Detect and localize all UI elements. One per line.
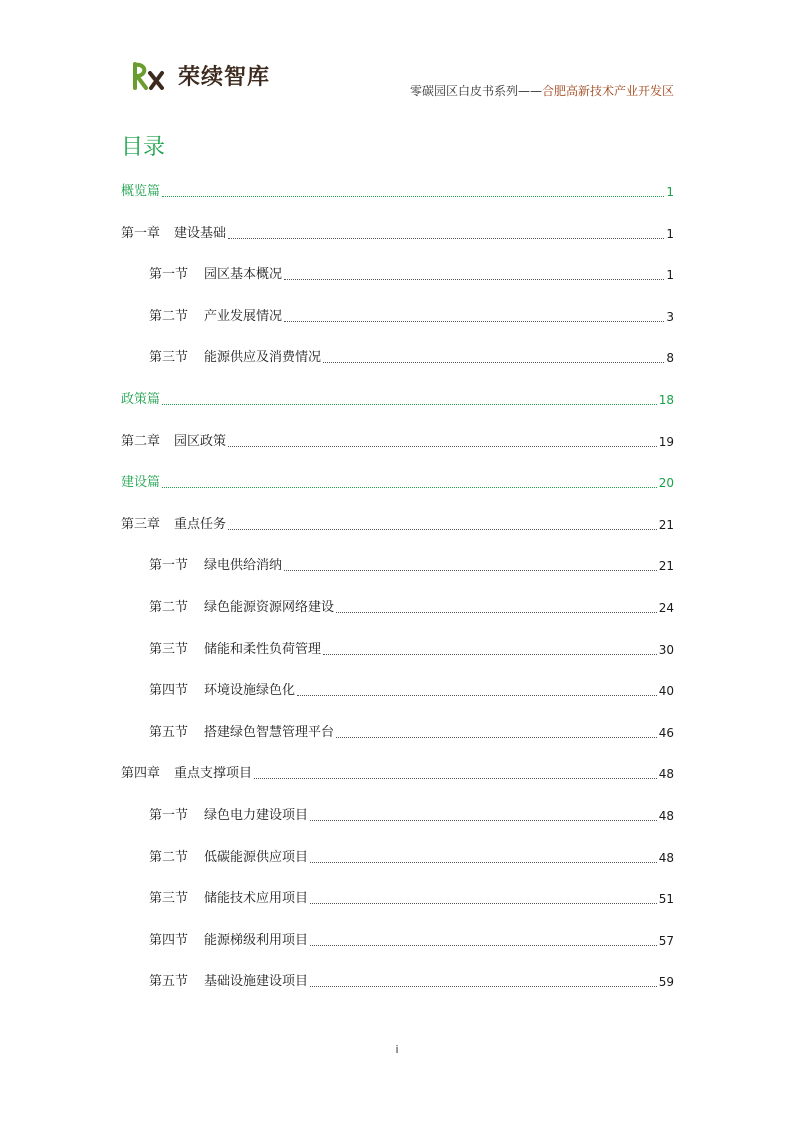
- toc-entry-title: 储能技术应用项目: [204, 891, 309, 906]
- toc-entry-number: 第一节: [149, 558, 189, 573]
- toc-section-entry[interactable]: [149, 933, 674, 949]
- toc-entry-title: 能源梯级利用项目: [204, 933, 309, 948]
- toc-dot-leader: [310, 944, 657, 946]
- toc-dot-leader: [336, 611, 657, 613]
- toc-part-entry[interactable]: [121, 392, 674, 408]
- toc-entry-page: 51: [658, 892, 674, 906]
- toc-entry-number: 第二节: [149, 600, 189, 615]
- toc-dot-leader: [228, 445, 657, 447]
- toc-entry-title: 概览篇: [121, 184, 161, 199]
- toc-entry-title: 绿电供给消纳: [204, 558, 283, 573]
- toc-entry-number: 第三节: [149, 642, 189, 657]
- toc-dot-leader: [162, 195, 664, 197]
- toc-entry-title: 环境设施绿色化: [204, 683, 296, 698]
- rx-logo-icon: [132, 61, 170, 91]
- toc-entry-title: 政策篇: [121, 392, 161, 407]
- toc-dot-leader: [336, 736, 657, 738]
- toc-chapter-entry[interactable]: [121, 766, 674, 782]
- toc-dot-leader: [284, 278, 664, 280]
- toc-section-entry[interactable]: [149, 558, 674, 574]
- toc-entry-page: 59: [658, 975, 674, 989]
- toc-entry-page: 30: [658, 643, 674, 657]
- toc-dot-leader: [310, 819, 657, 821]
- toc-entry-page: 20: [658, 476, 674, 490]
- toc-chapter-entry[interactable]: [121, 517, 674, 533]
- toc-section-entry[interactable]: [149, 891, 674, 907]
- toc-dot-leader: [310, 902, 657, 904]
- toc-dot-leader: [310, 985, 657, 987]
- toc-entry-page: 46: [658, 726, 674, 740]
- toc-dot-leader: [162, 486, 657, 488]
- toc-dot-leader: [228, 237, 664, 239]
- toc-entry-title: 能源供应及消费情况: [204, 350, 322, 365]
- toc-entry-title: 建设篇: [121, 475, 161, 490]
- toc-entry-number: 第一节: [149, 267, 189, 282]
- toc-entry-title: 绿色能源资源网络建设: [204, 600, 335, 615]
- toc-entry-page: 48: [658, 809, 674, 823]
- series-prefix: 零碳园区白皮书系列——: [409, 84, 542, 98]
- toc-entry-title: 园区基本概况: [204, 267, 283, 282]
- toc-section-entry[interactable]: [149, 974, 674, 990]
- toc-section-entry[interactable]: [149, 683, 674, 699]
- toc-entry-number: 第五节: [149, 725, 189, 740]
- toc-part-entry[interactable]: [121, 475, 674, 491]
- toc-entry-page: 48: [658, 767, 674, 781]
- toc-entry-page: 3: [666, 310, 674, 324]
- toc-entry-page: 8: [666, 351, 674, 365]
- toc-section-entry[interactable]: [149, 850, 674, 866]
- toc-entry-page: 1: [666, 268, 674, 282]
- toc-section-entry[interactable]: [149, 642, 674, 658]
- toc-entry-title: 产业发展情况: [204, 309, 283, 324]
- toc-entry-page: 21: [658, 518, 674, 532]
- toc-entry-number: 第四节: [149, 933, 189, 948]
- toc-entry-number: 第三节: [149, 891, 189, 906]
- toc-section-entry[interactable]: [149, 309, 674, 325]
- toc-entry-number: 第三章: [121, 517, 161, 532]
- toc-entry-page: 40: [658, 684, 674, 698]
- toc-entry-page: 48: [658, 851, 674, 865]
- toc-entry-title: 园区政策: [174, 434, 227, 449]
- toc-entry-title: 重点支撑项目: [174, 766, 253, 781]
- toc-entry-page: 57: [658, 934, 674, 948]
- toc-dot-leader: [310, 861, 657, 863]
- toc-title: 目录: [121, 135, 166, 160]
- toc-dot-leader: [254, 777, 657, 779]
- toc-entry-title: 重点任务: [174, 517, 227, 532]
- toc-entry-number: 第二章: [121, 434, 161, 449]
- toc-chapter-entry[interactable]: [121, 226, 674, 242]
- toc-entry-title: 建设基础: [174, 226, 227, 241]
- toc-dot-leader: [284, 569, 657, 571]
- toc-section-entry[interactable]: [149, 350, 674, 366]
- toc-entry-number: 第四章: [121, 766, 161, 781]
- toc-entry-title: 低碳能源供应项目: [204, 850, 309, 865]
- toc-entry-page: 1: [666, 185, 674, 199]
- toc-dot-leader: [323, 361, 664, 363]
- brand-logo: [132, 60, 270, 91]
- toc-entry-number: 第五节: [149, 974, 189, 989]
- toc-section-entry[interactable]: [149, 808, 674, 824]
- toc-section-entry[interactable]: [149, 267, 674, 283]
- toc-entry-number: 第一节: [149, 808, 189, 823]
- toc-entry-number: 第二节: [149, 850, 189, 865]
- series-highlight: 合肥高新技术产业开发区: [541, 84, 674, 98]
- toc-entry-page: 24: [658, 601, 674, 615]
- toc-entry-title: 基础设施建设项目: [204, 974, 309, 989]
- page-number: i: [395, 1043, 399, 1056]
- toc-entry-page: 21: [658, 559, 674, 573]
- toc-section-entry[interactable]: [149, 725, 674, 741]
- toc-entry-number: 第四节: [149, 683, 189, 698]
- header-series-title: [410, 82, 674, 99]
- toc-dot-leader: [228, 528, 657, 530]
- toc-dot-leader: [284, 320, 664, 322]
- toc-entry-title: 绿色电力建设项目: [204, 808, 309, 823]
- toc-dot-leader: [162, 403, 657, 405]
- toc-chapter-entry[interactable]: [121, 434, 674, 450]
- toc-part-entry[interactable]: [121, 184, 674, 200]
- toc-entry-page: 19: [658, 435, 674, 449]
- toc-dot-leader: [297, 694, 657, 696]
- toc-entry-page: 1: [666, 227, 674, 241]
- toc-section-entry[interactable]: [149, 600, 674, 616]
- toc-entry-number: 第二节: [149, 309, 189, 324]
- toc-entry-number: 第三节: [149, 350, 189, 365]
- toc-entry-title: 搭建绿色智慧管理平台: [204, 725, 335, 740]
- toc-entry-page: 18: [658, 393, 674, 407]
- toc-dot-leader: [323, 653, 657, 655]
- toc-entry-title: 储能和柔性负荷管理: [204, 642, 322, 657]
- toc-entry-number: 第一章: [121, 226, 161, 241]
- brand-name: 荣续智库: [178, 65, 271, 90]
